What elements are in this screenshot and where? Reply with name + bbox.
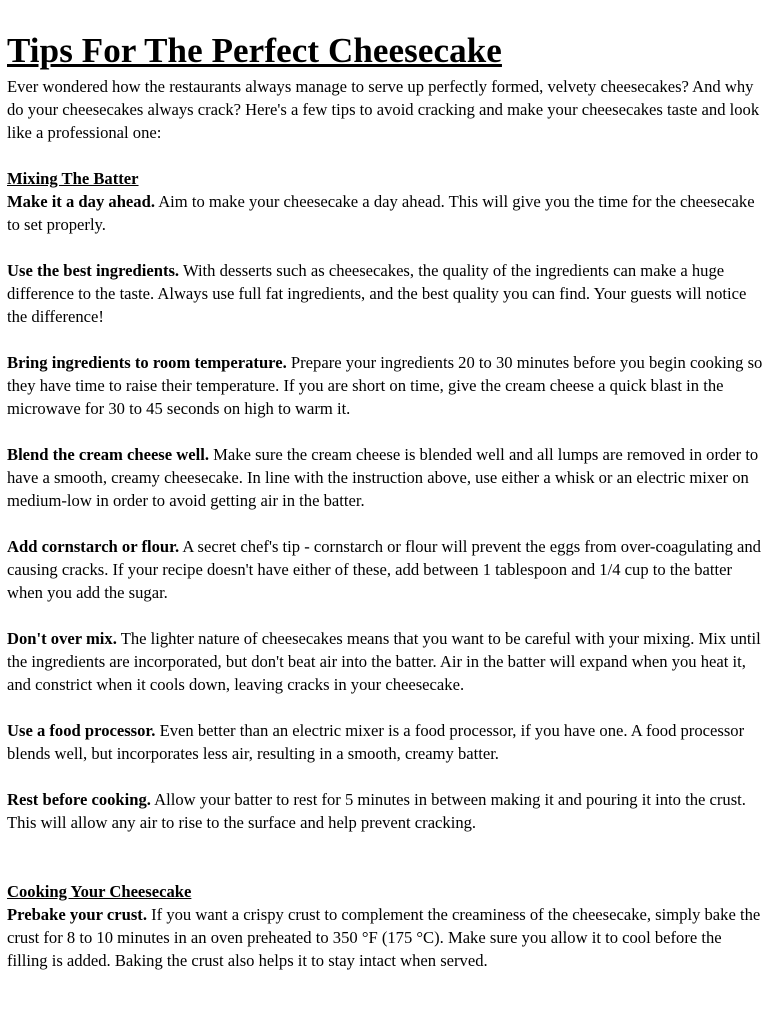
tip-term: Use a food processor.	[7, 721, 156, 740]
spacer	[7, 328, 763, 351]
tip-text: Prepare your ingredients 20 to 30 minutes before you begin cooking so they have time to raise their temperature. If you are short on time, give the cream cheese a quick blast in the microwave for 30 to 45 seconds on high to warm it.	[7, 353, 763, 418]
tip-paragraph	[7, 535, 763, 604]
tip-paragraph	[7, 259, 763, 328]
tip-term: Make it a day ahead.	[7, 192, 155, 211]
intro-paragraph: Ever wondered how the restaurants always manage to serve up perfectly formed, velvety cheesecakes? And why do your cheesecakes always crack? Here's a few tips to avoid cracking and make your cheesecakes taste and look like a professional one:	[7, 77, 760, 142]
tip-text: Allow your batter to rest for 5 minutes in between making it and pouring it into the crust. This will allow any air to rise to the surface and help prevent cracking.	[7, 790, 746, 832]
spacer	[7, 696, 763, 719]
tip-paragraph	[7, 190, 763, 236]
tip-term: Blend the cream cheese well.	[7, 445, 209, 464]
section-heading-mixing: Mixing The Batter	[7, 169, 139, 188]
tip-text: Even better than an electric mixer is a food processor, if you have one. A food processor blends well, but incorporates less air, resulting in a smooth, creamy batter.	[7, 721, 745, 763]
tip-term: Add cornstarch or flour.	[7, 537, 180, 556]
tip-paragraph	[7, 351, 763, 420]
tip-paragraph	[7, 627, 763, 696]
spacer	[7, 834, 763, 880]
tip-term: Bring ingredients to room temperature.	[7, 353, 287, 372]
document-page	[7, 28, 763, 972]
spacer	[7, 420, 763, 443]
spacer	[7, 144, 763, 167]
tip-text: Make sure the cream cheese is blended well and all lumps are removed in order to have a smooth, creamy cheesecake. In line with the instruction above, use either a whisk or an electric mixer on medium-low in order to avoid getting air in the batter.	[7, 445, 759, 510]
tip-text: Aim to make your cheesecake a day ahead. This will give you the time for the cheesecake to set properly.	[7, 192, 755, 234]
spacer	[7, 765, 763, 788]
tip-text: If you want a crispy crust to complement the creaminess of the cheesecake, simply bake the crust for 8 to 10 minutes in an oven preheated to 350 °F (175 °C). Make sure you allow it to cool before the filling is added. Baking the crust also helps it to stay intact when served.	[7, 905, 761, 970]
tip-text: With desserts such as cheesecakes, the quality of the ingredients can make a huge difference to the taste. Always use full fat ingredients, and the best quality you can find. Your guests will notice the difference!	[7, 261, 747, 326]
tip-text: A secret chef's tip - cornstarch or flour will prevent the eggs from over-coagulating and causing cracks. If your recipe doesn't have either of these, add between 1 tablespoon and 1/4 cup to the batter when you add the sugar.	[7, 537, 761, 602]
section-heading-cooking: Cooking Your Cheesecake	[7, 882, 192, 901]
tip-paragraph	[7, 719, 763, 765]
tip-paragraph	[7, 903, 763, 972]
tip-term: Rest before cooking.	[7, 790, 151, 809]
spacer	[7, 236, 763, 259]
tip-term: Use the best ingredients.	[7, 261, 180, 280]
spacer	[7, 604, 763, 627]
tip-term: Prebake your crust.	[7, 905, 147, 924]
tip-term: Don't over mix.	[7, 629, 117, 648]
tip-text: The lighter nature of cheesecakes means that you want to be careful with your mixing. Mix until the ingredients are incorporated, but don't beat air into the batter. Air in the batter will expand when you heat it, and constrict when it cools down, leaving cracks in your cheesecake.	[7, 629, 761, 694]
spacer	[7, 512, 763, 535]
tip-paragraph	[7, 788, 763, 834]
tip-paragraph	[7, 443, 763, 512]
page-title: Tips For The Perfect Cheesecake	[7, 31, 502, 70]
